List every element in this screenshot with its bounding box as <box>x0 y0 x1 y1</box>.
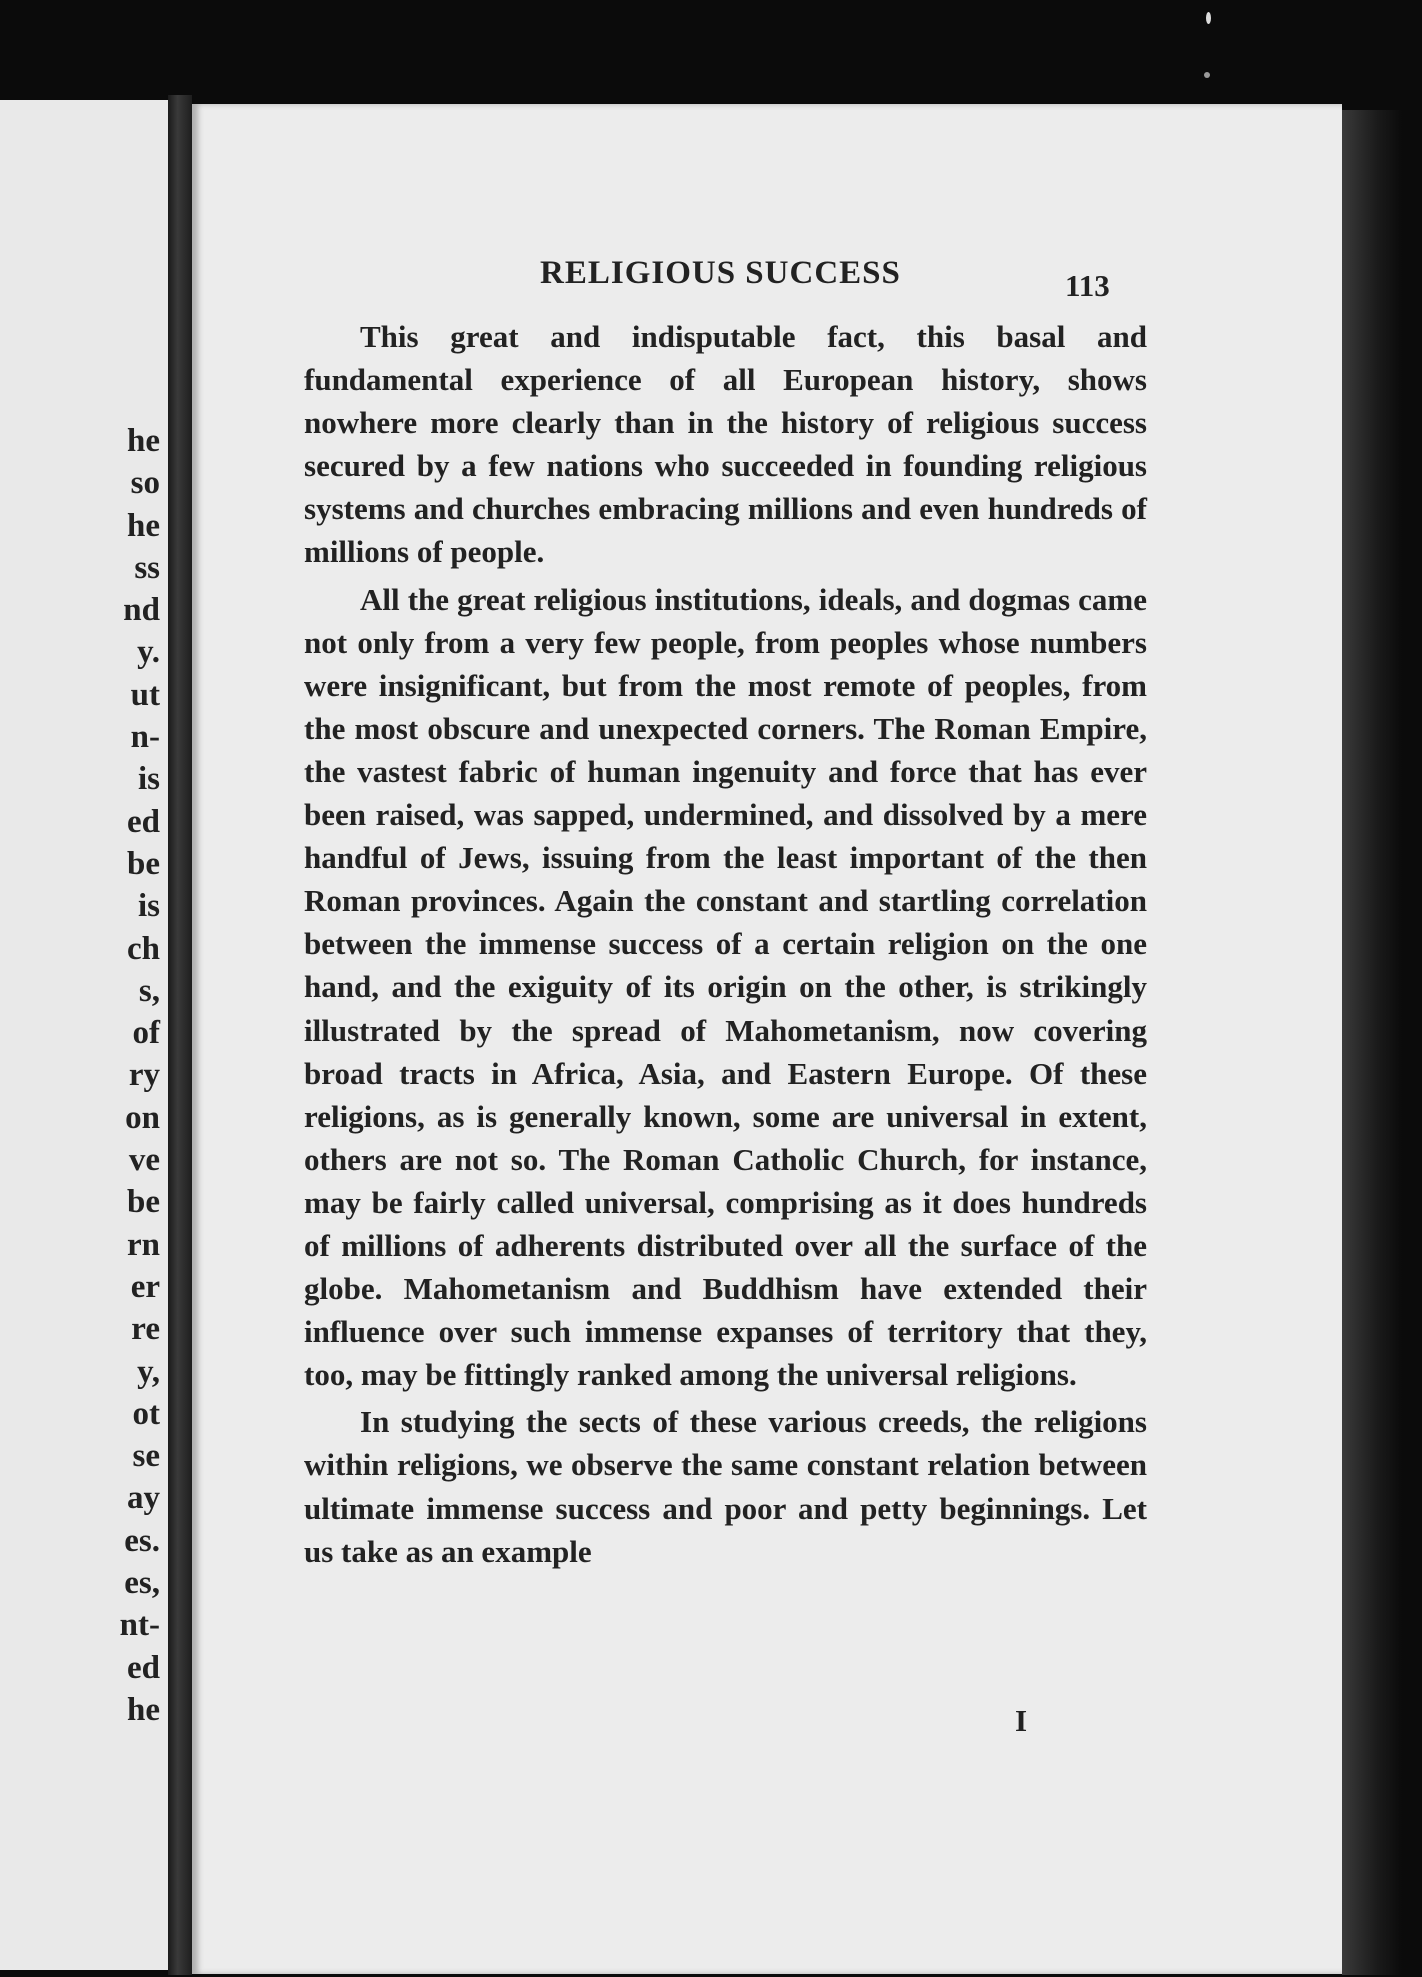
line-fragment: be <box>127 1184 160 1221</box>
line-fragment: ch <box>127 930 160 967</box>
line-fragment: ry <box>128 1057 160 1094</box>
line-fragment: so <box>130 465 160 502</box>
paragraph: In studying the sects of these various creeds, the religions within religions, we observe the same constant relation between ultimate immense success and poor and petty beginnings. Let us take as an example <box>304 1404 1147 1569</box>
page-number: 113 <box>1065 268 1110 303</box>
line-fragment: y. <box>137 634 160 671</box>
dust-speck <box>1206 12 1211 24</box>
line-fragment: s, <box>138 972 160 1009</box>
page-edge <box>1342 110 1402 1975</box>
line-fragment: he <box>127 507 160 544</box>
paragraph: All the great religious institutions, ideals, and dogmas came not only from a very few people, from peoples whose numbers were insignificant, but from the most remote of peoples, from the most obscure and unexpected corners. The Roman Empire, the vastest fabric of human ingenuity and force that has ever been raised, was sapped, undermined, and dissolved by a mere handful of Jews, issuing from the least important of the then Roman provinces. Again the constant and startling correlation between the immense success of a certain religion on the one hand, and the exiguity of its origin on the other, is strikingly illustrated by the spread of Mahometanism, now covering broad tracts in Africa, Asia, and Eastern Europe. Of these religions, as is generally known, some are universal in extent, others are not so. The Roman Catholic Church, for instance, may be fairly called universal, comprising as it does hundreds of millions of adherents distributed over all the surface of the globe. Mahometanism and Buddhism have extended their influence over such immense expanses of territory that they, too, may be fittingly ranked among the universal religions. <box>304 581 1147 1393</box>
line-fragment: es, <box>124 1565 160 1602</box>
line-fragment: rn <box>127 1226 160 1263</box>
line-fragment: be <box>127 845 160 882</box>
dust-speck <box>1204 72 1210 78</box>
book-gutter <box>168 95 192 1975</box>
line-fragment: ed <box>127 1649 160 1686</box>
previous-page-text-column <box>0 420 160 1731</box>
previous-page <box>0 100 168 1970</box>
running-head: RELIGIOUS SUCCESS <box>540 255 901 291</box>
body-text <box>304 315 1147 1573</box>
line-fragment: he <box>127 423 160 459</box>
line-fragment: he <box>127 1691 160 1728</box>
line-fragment: is <box>137 761 160 798</box>
line-fragment: y, <box>137 1353 160 1390</box>
line-fragment: ay <box>127 1480 160 1517</box>
line-fragment: nt- <box>119 1607 160 1644</box>
paragraph: This great and indisputable fact, this basal and fundamental experience of all European history, shows nowhere more clearly than in the history of religious success secured by a few nations who succeeded in founding religious systems and churches embracing millions and even hundreds of millions of people. <box>304 319 1147 570</box>
line-fragment: of <box>132 1015 160 1052</box>
line-fragment: on <box>125 1099 160 1136</box>
line-fragment: re <box>131 1311 160 1348</box>
line-fragment: ss <box>134 549 160 586</box>
line-fragment: es. <box>124 1522 160 1559</box>
line-fragment: ve <box>128 1142 160 1179</box>
line-fragment: er <box>130 1268 160 1305</box>
line-fragment: ed <box>127 803 160 840</box>
line-fragment: n- <box>130 719 160 756</box>
line-fragment: nd <box>123 592 160 629</box>
line-fragment: ut <box>130 676 160 713</box>
signature-mark: I <box>1015 1703 1028 1738</box>
line-fragment: is <box>137 888 160 925</box>
line-fragment: se <box>132 1438 160 1475</box>
line-fragment: ot <box>132 1395 160 1432</box>
